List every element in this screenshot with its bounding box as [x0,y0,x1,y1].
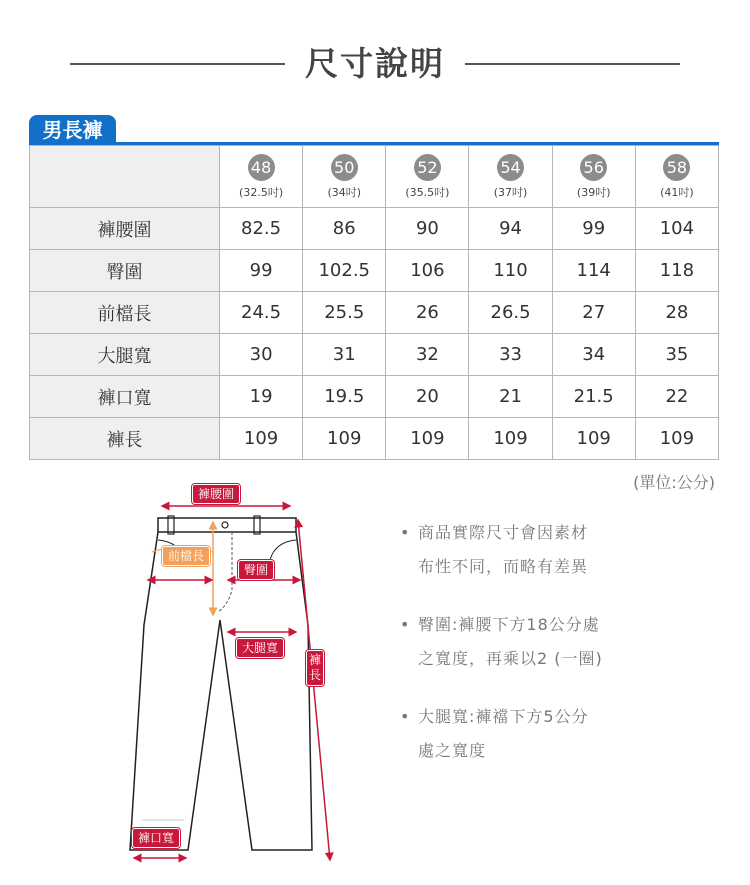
size-header-cell [303,146,386,208]
size-table [29,145,719,460]
table-header-row [30,146,719,208]
table-row [30,376,719,418]
size-inch: (32.5吋) [239,185,284,199]
note-line: 布性不同，而略有差異 [418,557,589,576]
table-cell: 21.5 [552,376,635,418]
hem-tag: 褲口寬 [132,828,180,848]
bullet-icon: • [400,523,411,542]
measurement-notes [400,516,730,792]
note-line: 處之寬度 [418,741,487,760]
table-cell: 19 [220,376,303,418]
table-cell: 24.5 [220,292,303,334]
note-line: 商品實際尺寸會因素材 [418,523,589,542]
size-circle: 58 [663,154,690,181]
table-cell: 33 [469,334,552,376]
note-line: 大腿寬:褲襠下方5公分 [418,707,589,726]
bullet-icon: • [400,707,411,726]
table-cell: 114 [552,250,635,292]
row-label: 褲長 [30,418,220,460]
table-row [30,292,719,334]
table-cell: 22 [635,376,718,418]
note-item [400,700,730,768]
length-tag: 褲長 [306,650,324,686]
size-inch: (39吋) [576,185,611,199]
table-cell: 21 [469,376,552,418]
table-cell: 94 [469,208,552,250]
table-cell: 109 [635,418,718,460]
table-cell: 27 [552,292,635,334]
table-cell: 34 [552,334,635,376]
table-cell: 86 [303,208,386,250]
size-circle: 50 [331,154,358,181]
note-line: 臀圍:褲腰下方18公分處 [418,615,600,634]
pants-diagram [120,480,350,880]
table-row [30,208,719,250]
table-cell: 82.5 [220,208,303,250]
table-cell: 109 [552,418,635,460]
row-label: 褲腰圍 [30,208,220,250]
table-cell: 102.5 [303,250,386,292]
note-item [400,608,730,676]
note-line: 之寬度，再乘以2 (一圈) [418,649,603,668]
category-badge: 男長褲 [29,115,116,145]
table-cell: 31 [303,334,386,376]
table-cell: 109 [386,418,469,460]
table-cell: 25.5 [303,292,386,334]
row-label: 褲口寬 [30,376,220,418]
rise-tag: 前檔長 [162,546,210,566]
table-cell: 26.5 [469,292,552,334]
table-cell: 35 [635,334,718,376]
table-cell: 109 [469,418,552,460]
table-cell: 99 [552,208,635,250]
size-header-cell [386,146,469,208]
table-row [30,250,719,292]
title-section [70,42,680,86]
table-row [30,334,719,376]
size-header-cell [552,146,635,208]
table-cell: 32 [386,334,469,376]
size-header-cell [469,146,552,208]
waist-tag: 褲腰圍 [192,484,240,504]
row-label: 臀圍 [30,250,220,292]
unit-note: (單位:公分) [633,473,715,492]
size-circle: 48 [248,154,275,181]
table-cell: 110 [469,250,552,292]
title-divider-right [465,63,680,65]
table-cell: 109 [303,418,386,460]
table-cell: 106 [386,250,469,292]
table-cell: 19.5 [303,376,386,418]
size-circle: 54 [497,154,524,181]
table-cell: 99 [220,250,303,292]
size-inch: (34吋) [327,185,362,199]
size-header-cell [635,146,718,208]
size-header-cell [220,146,303,208]
size-inch: (37吋) [493,185,528,199]
table-cell: 118 [635,250,718,292]
table-cell: 109 [220,418,303,460]
table-cell: 104 [635,208,718,250]
thigh-tag: 大腿寬 [236,638,284,658]
bullet-icon: • [400,615,411,634]
table-cell: 28 [635,292,718,334]
size-inch: (35.5吋) [405,185,450,199]
page-title: 尺寸說明 [305,44,445,83]
table-cell: 30 [220,334,303,376]
table-cell: 90 [386,208,469,250]
header-blank-cell [30,146,220,208]
hip-tag: 臀圍 [238,560,274,580]
note-item [400,516,730,584]
row-label: 大腿寬 [30,334,220,376]
table-row [30,418,719,460]
size-circle: 52 [414,154,441,181]
table-cell: 26 [386,292,469,334]
size-inch: (41吋) [660,185,694,199]
row-label: 前檔長 [30,292,220,334]
table-cell: 20 [386,376,469,418]
size-circle: 56 [580,154,607,181]
